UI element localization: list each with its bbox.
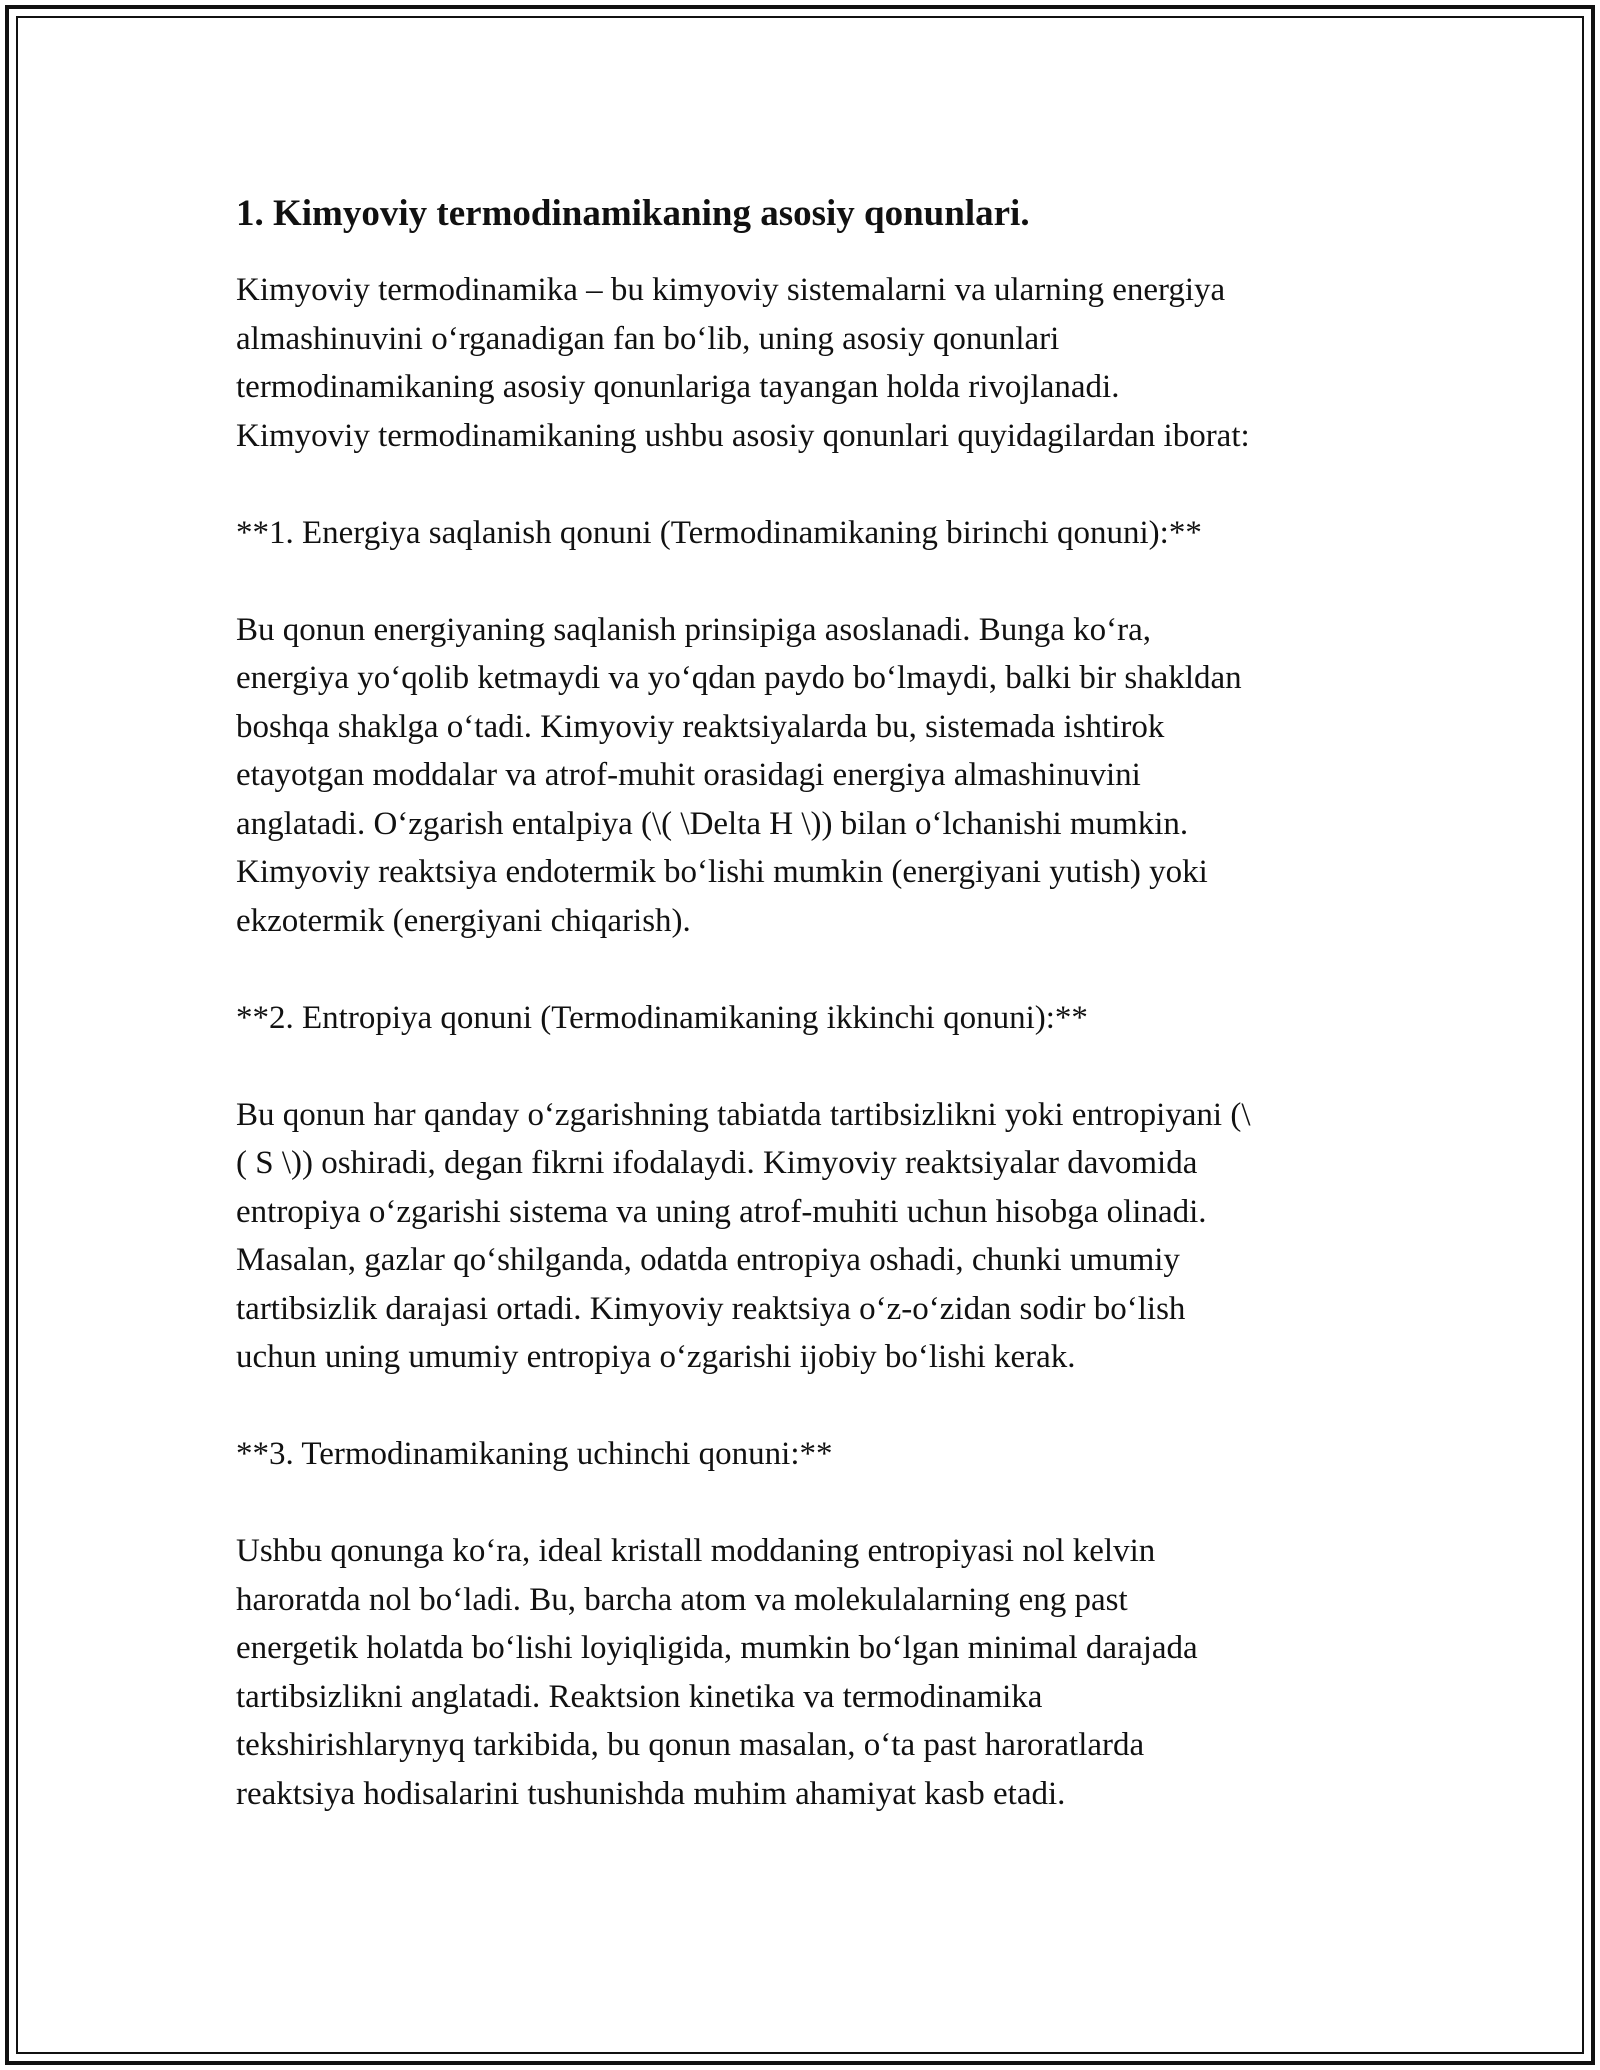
spacer xyxy=(236,1042,1376,1091)
spacer xyxy=(236,557,1376,606)
document-body xyxy=(236,188,1376,1818)
intro-paragraph: Kimyoviy termodinamika – bu kimyoviy sistemalarni va ularning energiya almashinuvini o‘rganadigan fan bo‘lib, uning asosiy qonunlari termodinamikaning asosiy qonunlariga tayangan holda rivojlanadi. Kimyoviy termodinamikaning ushbu asosiy qonunlari quyidagilardan iborat: xyxy=(236,272,1250,454)
section-2-heading: **2. Entropiya qonuni (Termodinamikaning ikkinchi qonuni):** xyxy=(236,999,1088,1036)
section-2-body: Bu qonun har qanday o‘zgarishning tabiatda tartibsizlikni yoki entropiyani (\ ( S \)) oshiradi, degan fikrni ifodalaydi. Kimyoviy reaktsiyalar davomida entropiya o‘zgarishi sistema va uning atrof-muhiti uchun hisobga olinadi. Masalan, gazlar qo‘shilganda, odatda entropiya oshadi, chunki umumiy tartibsizlik darajasi ortadi. Kimyoviy reaktsiya o‘z-o‘zidan sodir bo‘lish uchun uning umumiy entropiya o‘zgarishi ijobiy bo‘lishi kerak. xyxy=(236,1096,1251,1375)
section-1-body: Bu qonun energiyaning saqlanish prinsipiga asoslanadi. Bunga ko‘ra, energiya yo‘qolib ketmaydi va yo‘qdan paydo bo‘lmaydi, balki bir shakldan boshqa shaklga o‘tadi. Kimyoviy reaktsiyalarda bu, sistemada ishtirok etayotgan moddalar va atrof-muhit orasidagi energiya almashinuvini anglatadi. O‘zgarish entalpiya (\( \Delta H \)) bilan o‘lchanishi mumkin. Kimyoviy reaktsiya endotermik bo‘lishi mumkin (energiyani yutish) yoki ekzotermik (energiyani chiqarish). xyxy=(236,611,1242,939)
spacer xyxy=(236,945,1376,994)
section-3-heading: **3. Termodinamikaning uchinchi qonuni:** xyxy=(236,1436,833,1472)
spacer xyxy=(236,460,1376,509)
spacer xyxy=(236,1479,1376,1528)
document-title: 1. Kimyoviy termodinamikaning asosiy qonunlari. xyxy=(236,193,1030,234)
spacer xyxy=(236,1382,1376,1431)
section-3-body: Ushbu qonunga ko‘ra, ideal kristall moddaning entropiyasi nol kelvin haroratda nol bo‘ladi. Bu, barcha atom va molekulalarning eng past energetik holatda bo‘lishi loyiqligida, mumkin bo‘lgan minimal darajada tartibsizlikni anglatadi. Reaktsion kinetika va termodinamika tekshirishlarynyq tarkibida, bu qonun masalan, o‘ta past haroratlarda reaktsiya hodisalarini tushunishda muhim ahamiyat kasb etadi. xyxy=(236,1533,1198,1812)
section-1-heading: **1. Energiya saqlanish qonuni (Termodinamikaning birinchi qonuni):** xyxy=(236,514,1202,551)
